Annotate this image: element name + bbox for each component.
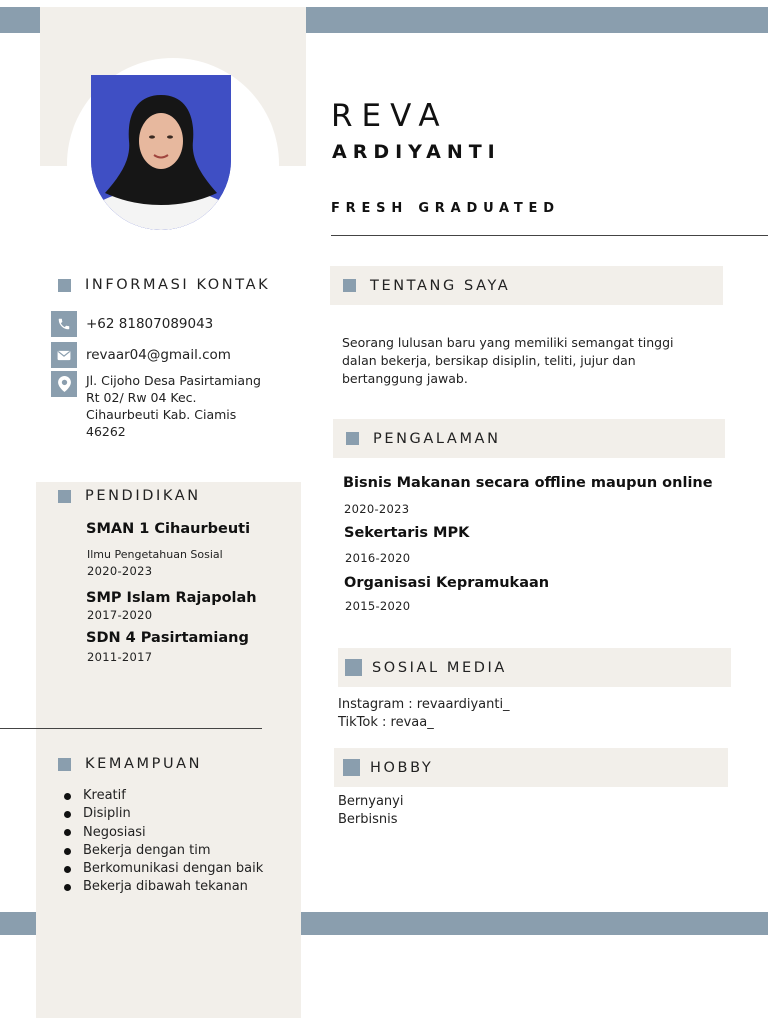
bullet-icon [64,829,71,836]
phone-icon [51,311,77,337]
experience-years: 2020-2023 [344,502,410,516]
skill-label: Bekerja dengan tim [83,842,211,858]
top-bar-right [306,7,768,33]
about-title: TENTANG SAYA [370,277,511,294]
top-bar-left [0,7,40,33]
bullet-icon [64,811,71,818]
mail-icon [51,342,77,368]
first-name: REVA [331,98,449,134]
list-item [64,878,263,896]
instagram-handle[interactable]: Instagram : revaardiyanti_ [338,697,510,712]
heading-square-icon [343,279,356,292]
education-years: 2020-2023 [87,564,153,578]
bullet-icon [64,866,71,873]
portrait-photo-icon [91,75,231,230]
education-years: 2011-2017 [87,650,153,664]
heading-square-icon [345,659,362,676]
hobby-heading [334,748,728,787]
bottom-bar-left [0,912,36,935]
address-line: 46262 [86,424,126,439]
list-item [64,860,263,878]
education-years: 2017-2020 [87,608,153,622]
list-item [64,842,263,860]
heading-square-icon [343,759,360,776]
address-line: Cihaurbeuti Kab. Ciamis [86,407,237,422]
skills-heading [58,756,202,772]
education-school: SMP Islam Rajapolah [86,590,257,606]
social-heading [338,648,731,687]
skill-label: Bekerja dibawah tekanan [83,879,248,895]
education-heading [58,488,201,504]
bottom-bar-right [301,912,768,935]
contact-heading [58,277,270,293]
email-address[interactable]: revaar04@gmail.com [86,347,231,363]
education-divider [0,728,262,729]
social-title: SOSIAL MEDIA [372,659,507,676]
address [86,372,276,440]
education-school: SMAN 1 Cihaurbeuti [86,521,251,537]
name-divider [331,235,768,236]
last-name: ARDIYANTI [332,141,501,163]
hobby-item: Bernyanyi [338,794,404,809]
hobby-title: HOBBY [370,759,434,776]
heading-square-icon [58,279,71,292]
bullet-icon [64,848,71,855]
heading-square-icon [58,490,71,503]
address-line: Jl. Cijoho Desa Pasirtamiang [86,373,261,388]
skills-list [64,787,263,897]
address-line: Rt 02/ Rw 04 Kec. [86,390,197,405]
experience-name: Organisasi Kepramukaan [344,575,550,591]
experience-title: PENGALAMAN [373,430,501,447]
heading-square-icon [346,432,359,445]
role-title: FRESH GRADUATED [331,201,560,216]
left-panel [36,482,301,1018]
education-major: Ilmu Pengetahuan Sosial [87,548,223,561]
about-heading [330,266,723,305]
bullet-icon [64,884,71,891]
location-pin-icon [51,371,77,397]
education-school: SDN 4 Pasirtamiang [86,630,249,646]
list-item [64,787,263,805]
list-item [64,824,263,842]
skills-title: KEMAMPUAN [85,756,203,772]
skill-label: Disiplin [83,806,131,822]
bullet-icon [64,793,71,800]
list-item [64,805,263,823]
education-title: PENDIDIKAN [85,488,201,504]
heading-square-icon [58,758,71,771]
experience-name: Bisnis Makanan secara offline maupun online [343,475,713,491]
hobby-item: Berbisnis [338,812,398,827]
tiktok-handle[interactable]: TikTok : revaa_ [338,715,434,730]
experience-years: 2015-2020 [345,599,411,613]
skill-label: Kreatif [83,788,126,803]
contact-title: INFORMASI KONTAK [85,277,271,293]
experience-name: Sekertaris MPK [344,525,470,541]
profile-photo [91,75,231,230]
skill-label: Negosiasi [83,824,146,840]
experience-heading [333,419,725,458]
experience-years: 2016-2020 [345,551,411,565]
about-text: Seorang lulusan baru yang memiliki semangat tinggi dalan bekerja, bersikap disiplin, teliti, jujur dan bertanggung jawab. [342,335,674,386]
phone-number[interactable]: +62 81807089043 [86,316,214,332]
skill-label: Berkomunikasi dengan baik [83,861,264,877]
